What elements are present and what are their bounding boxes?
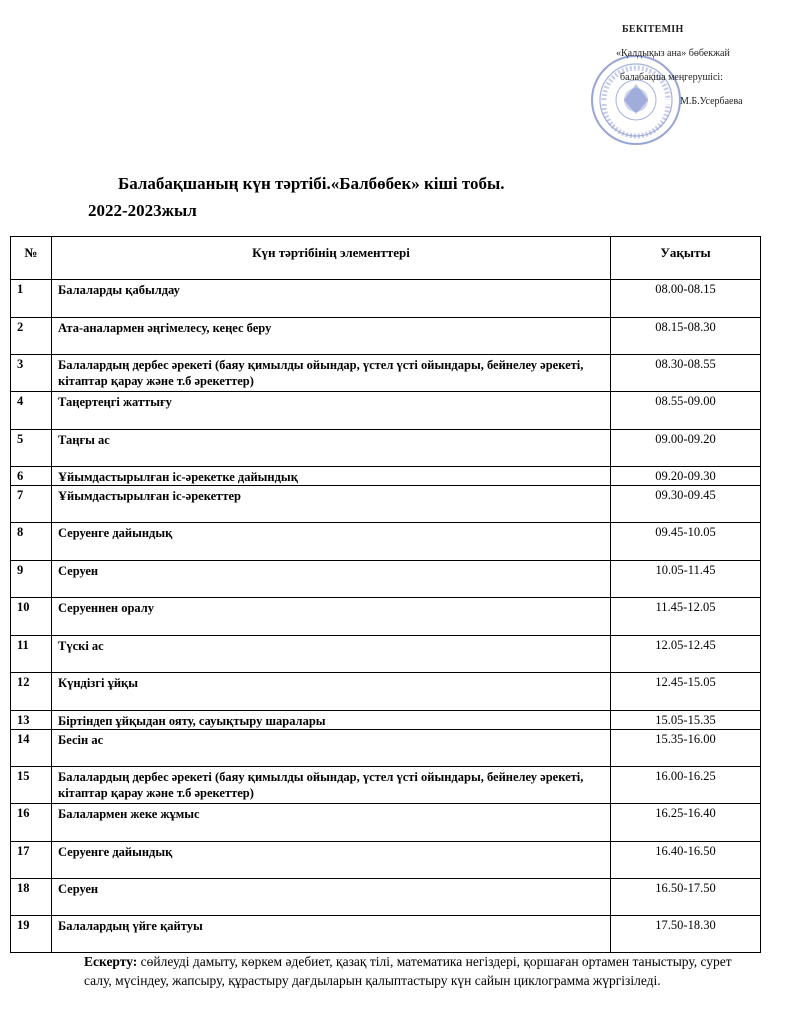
row-activity: Балаларды қабылдау (52, 280, 611, 318)
row-activity: Таңертеңгі жаттығу (52, 392, 611, 430)
row-activity: Серуен (52, 561, 611, 598)
table-row (11, 767, 761, 804)
table-row (11, 355, 761, 392)
table-row (11, 523, 761, 561)
row-time: 08.15-08.30 (611, 318, 761, 355)
approval-position: балабақша меңгерушісі: (620, 72, 723, 83)
row-time: 16.25-16.40 (611, 804, 761, 842)
row-number: 16 (11, 804, 52, 842)
table-row (11, 430, 761, 467)
table-row (11, 804, 761, 842)
row-activity: Ұйымдастырылған іс-әрекетке дайындық (52, 467, 611, 486)
row-number: 4 (11, 392, 52, 430)
table-row (11, 467, 761, 486)
row-time: 16.50-17.50 (611, 879, 761, 916)
approval-heading: БЕКІТЕМІН (622, 24, 684, 35)
row-activity: Түскі ас (52, 636, 611, 673)
row-time: 10.05-11.45 (611, 561, 761, 598)
row-time: 09.00-09.20 (611, 430, 761, 467)
row-time: 08.55-09.00 (611, 392, 761, 430)
row-activity: Серуенге дайындық (52, 523, 611, 561)
table-row (11, 598, 761, 636)
table-row (11, 392, 761, 430)
row-time: 12.45-15.05 (611, 673, 761, 711)
row-time: 15.05-15.35 (611, 711, 761, 730)
footnote-text: сөйлеуді дамыту, көркем әдебиет, қазақ тілі, математика негіздері, қоршаған ортамен таныстыру, сурет салу, мүсіндеу, жапсыру, құрастыру дағдыларын қалыптастыру күн сайын циклограмма жүргізіледі. (84, 954, 732, 988)
row-number: 3 (11, 355, 52, 392)
row-time: 09.45-10.05 (611, 523, 761, 561)
row-number: 13 (11, 711, 52, 730)
row-time: 15.35-16.00 (611, 730, 761, 767)
approval-institution: «Қалдықыз ана» бөбекжай (616, 48, 730, 59)
row-time: 16.40-16.50 (611, 842, 761, 879)
row-number: 7 (11, 486, 52, 523)
row-activity: Балалардың дербес әрекеті (баяу қимылды ойындар, үстел үсті ойындары, бейнелеу әрекеті, кітаптар қарау және т.б әрекеттер) (52, 355, 611, 392)
official-seal-icon (590, 54, 682, 146)
row-time: 08.00-08.15 (611, 280, 761, 318)
row-activity: Балалармен жеке жұмыс (52, 804, 611, 842)
approval-signatory: М.Б.Усербаева (680, 96, 743, 107)
table-row (11, 711, 761, 730)
header-time: Уақыты (611, 237, 761, 280)
row-activity: Балалардың дербес әрекеті (баяу қимылды ойындар, үстел үсті ойындары, бейнелеу әрекеті, кітаптар қарау және т.б әрекеттер) (52, 767, 611, 804)
table-row (11, 486, 761, 523)
row-time: 08.30-08.55 (611, 355, 761, 392)
row-number: 2 (11, 318, 52, 355)
row-activity: Серуен (52, 879, 611, 916)
document-title: Балабақшаның күн тәртібі.«Балбөбек» кіші тобы. (118, 174, 505, 193)
row-time: 17.50-18.30 (611, 916, 761, 953)
table-row (11, 318, 761, 355)
header-elements: Күн тәртібінің элементтері (52, 237, 611, 280)
table-row (11, 280, 761, 318)
row-activity: Таңғы ас (52, 430, 611, 467)
row-time: 12.05-12.45 (611, 636, 761, 673)
row-time: 16.00-16.25 (611, 767, 761, 804)
row-activity: Серуенге дайындық (52, 842, 611, 879)
row-number: 19 (11, 916, 52, 953)
document-year: 2022-2023жыл (88, 201, 197, 220)
row-number: 11 (11, 636, 52, 673)
row-number: 17 (11, 842, 52, 879)
row-number: 15 (11, 767, 52, 804)
footnote (84, 952, 744, 990)
row-number: 10 (11, 598, 52, 636)
row-number: 6 (11, 467, 52, 486)
row-activity: Ұйымдастырылған іс-әрекеттер (52, 486, 611, 523)
table-row (11, 842, 761, 879)
row-activity: Күндізгі ұйқы (52, 673, 611, 711)
row-number: 18 (11, 879, 52, 916)
row-number: 1 (11, 280, 52, 318)
approval-block (590, 14, 790, 154)
row-number: 9 (11, 561, 52, 598)
table-row (11, 673, 761, 711)
table-row (11, 561, 761, 598)
row-number: 8 (11, 523, 52, 561)
row-activity: Балалардың үйге қайтуы (52, 916, 611, 953)
row-activity: Серуеннен оралу (52, 598, 611, 636)
row-number: 12 (11, 673, 52, 711)
schedule-table (10, 236, 761, 953)
row-number: 14 (11, 730, 52, 767)
table-row (11, 636, 761, 673)
row-activity: Біртіндеп ұйқыдан ояту, сауықтыру шаралары (52, 711, 611, 730)
footnote-label: Ескерту: (84, 954, 138, 969)
row-activity: Бесін ас (52, 730, 611, 767)
row-activity: Ата-аналармен әңгімелесу, кеңес беру (52, 318, 611, 355)
table-header-row (11, 237, 761, 280)
header-number: № (11, 237, 52, 280)
table-row (11, 916, 761, 953)
row-time: 11.45-12.05 (611, 598, 761, 636)
row-time: 09.30-09.45 (611, 486, 761, 523)
table-row (11, 879, 761, 916)
table-row (11, 730, 761, 767)
row-number: 5 (11, 430, 52, 467)
row-time: 09.20-09.30 (611, 467, 761, 486)
